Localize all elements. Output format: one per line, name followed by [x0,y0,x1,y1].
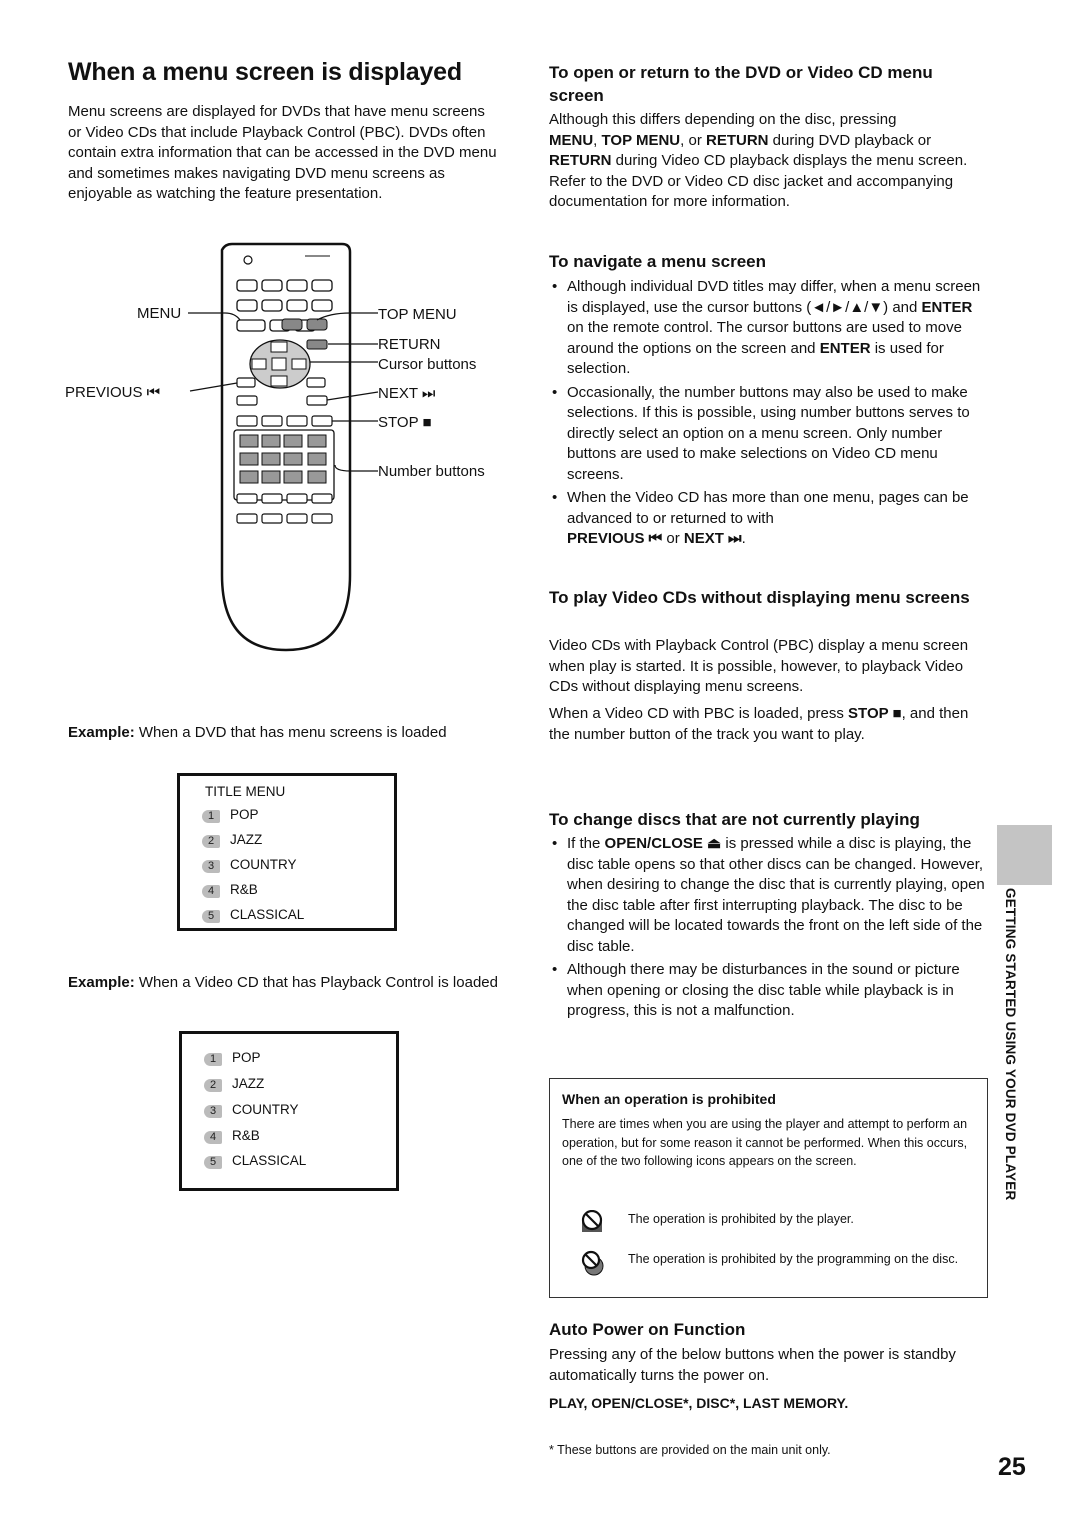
dvd-title-menu-screen [177,773,397,931]
example-2-caption [68,973,508,994]
list-item: • If the OPEN/CLOSE ⏏ is pressed while a disc is playing, the disc table opens so that other discs can be changed. However, when desiring to change the disc that is currently playing, open the disc table after first interrupting playback. The disc to be changed will be located towards the front on the left side of the disc table. [549,834,989,957]
example-1-caption [68,723,508,744]
menu-item: 1 POP [202,807,259,823]
example-1-label: Example: [68,724,135,741]
list-item: • When the Video CD has more than one menu, pages can be advanced to or returned to with PREVIOUS ⏮ or NEXT ⏭. [549,488,989,550]
intro-paragraph: Menu screens are displayed for DVDs that have menu screens or Video CDs that include Playback Control (PBC). DVDs often contain extra information that can be accessed in the DVD menu and sometimes makes navigating DVD menu screens as enjoyable as watching the feature presentation. [68,103,497,202]
heading-change-discs: To change discs that are not currently playing [549,810,920,829]
vcd-pbc-menu-screen [179,1031,399,1191]
auto-power-buttons: PLAY, OPEN/CLOSE*, DISC*, LAST MEMORY. [549,1395,849,1411]
example-1-text: When a DVD that has menu screens is loaded [138,724,447,741]
prohibited-disc-text: The operation is prohibited by the programming on the disc. [628,1252,959,1266]
menu-item: 3 COUNTRY [202,857,297,873]
page-number: 25 [998,1453,1026,1481]
list-item: • Occasionally, the number buttons may also be used to make selections. If this is possible, using number buttons serves to directly select an option on a menu screen. Only number buttons are used to make selections on Video CD menu screens. [549,383,989,486]
paragraph-auto-power: Pressing any of the below buttons when the power is standby automatically turns the power on. [549,1346,956,1384]
heading-auto-power: Auto Power on Function [549,1320,746,1339]
menu-item: 5 CLASSICAL [204,1153,306,1169]
heading-navigate-menu: To navigate a menu screen [549,252,766,271]
list-item: • Although individual DVD titles may differ, when a menu screen is displayed, use the cursor buttons (◄/►/▲/▼) and ENTER on the remote control. The cursor buttons are used to move around the options on the screen and ENTER is used for selection. [549,277,989,380]
menu-item: 4 R&B [204,1128,260,1144]
paragraph-open-return-menu: Although this differs depending on the disc, pressing MENU, TOP MENU, or RETURN during DVD playback or RETURN during Video CD playback displays the menu screen. Refer to the DVD or Video CD disc jacket and accompanying documentation for more information. [549,111,968,210]
page-title: When a menu screen is displayed [68,58,462,86]
label-number-buttons: Number buttons [378,463,485,480]
label-stop: STOP ■ [378,414,432,431]
paragraph-pbc: Video CDs with Playback Control (PBC) display a menu screen when play is started. It is possible, however, to playback Video CDs without displaying menu screens. [549,637,969,695]
menu-item: 2 JAZZ [202,832,262,848]
paragraph-stop-number: When a Video CD with PBC is loaded, press STOP ■, and then the number button of the track you want to play. [549,705,969,743]
screen-title: TITLE MENU [205,784,286,799]
menu-item: 2 JAZZ [204,1076,264,1092]
box-text: There are times when you are using the player and attempt to perform an operation, but for some reason it cannot be performed. When this occurs, one of the two following icons appears on the screen. [562,1117,968,1168]
prohibited-player-text: The operation is prohibited by the player. [628,1212,854,1226]
prohibited-icon [580,1210,606,1236]
prohibited-operation-box [549,1078,988,1298]
heading-play-without-menu: To play Video CDs without displaying menu screens [549,588,970,607]
list-item: • Although there may be disturbances in the sound or picture when opening or closing the disc table while playback is in progress, this is not a malfunction. [549,960,989,1022]
label-menu: MENU [137,305,182,322]
label-return: RETURN [378,336,441,353]
label-next: NEXT ⏭ [378,385,436,402]
label-cursor-buttons: Cursor buttons [378,356,477,373]
menu-item: 4 R&B [202,882,258,898]
menu-item: 5 CLASSICAL [202,907,304,923]
remote-control-illustration [60,240,520,660]
label-previous: PREVIOUS ⏮ [65,384,161,401]
menu-item: 3 COUNTRY [204,1102,299,1118]
label-top-menu: TOP MENU [378,306,457,323]
prohibited-disc-icon [580,1250,606,1276]
footnote: * These buttons are provided on the main unit only. [549,1443,831,1457]
list-navigate-menu [549,277,989,553]
section-tab [997,825,1052,885]
section-tab-label: GETTING STARTED USING YOUR DVD PLAYER [1003,888,1018,1201]
example-2-label: Example: [68,974,135,991]
example-2-text: When a Video CD that has Playback Control is loaded [138,974,498,991]
heading-open-return-menu: To open or return to the DVD or Video CD menu screen [549,63,933,105]
box-heading: When an operation is prohibited [562,1091,776,1107]
list-change-discs [549,834,989,1025]
menu-item: 1 POP [204,1050,261,1066]
